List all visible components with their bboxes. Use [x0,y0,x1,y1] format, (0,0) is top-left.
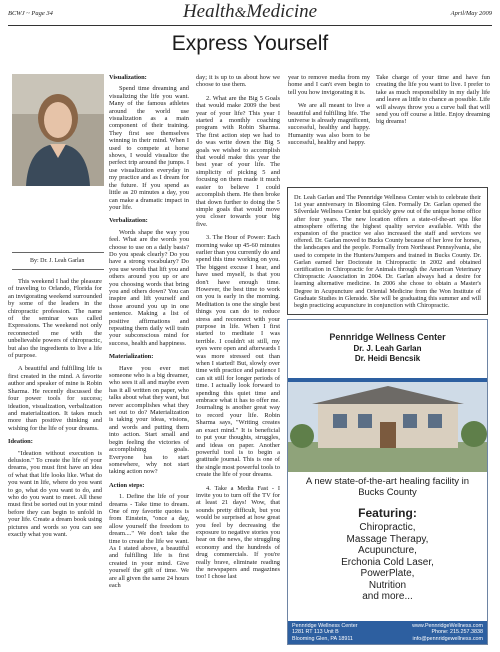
paragraph: This weekend I had the pleasure of traveling to Orlando, Florida for an invigorating weekend surrounded by some of the leaders in the chiropractic profession. The name of the seminar was called Expressions. The weekend not only reconnected me with the unbelievable powers of chiropractic, but also the ingredients to live a life of purpose. [8,278,102,360]
author-portrait-icon [12,74,104,186]
paragraph: year to remove media from my home and I can't even begin to tell you how invigorating it is. [288,74,370,96]
page-number: BCWJ ~ Page 34 [8,10,53,17]
author-byline: By: Dr. J. Leah Garlan [30,258,85,264]
ad-email: info@pennridgewellness.com [412,635,483,642]
ad-phone: Phone: 215.257.3838 [431,629,483,636]
ad-business-name: Pennridge Wellness Center [329,332,446,342]
paragraph: A beautiful and fulfilling life is first created in the mind. A favorite author and speaker of mine is Robin Sharma. He recently discussed the four power tools for success; ideation, visualization, verbalization and materialization. It takes much more than positive thinking and wishing for the life of your dreams. [8,365,102,432]
ad-contact-footer [288,621,487,645]
article-column-1 [8,278,102,544]
header-rule [8,25,492,26]
ad-address-line: 1281 RT 113 Unit B [292,629,339,636]
subheading-materialization: Materialization: [109,353,154,361]
ad-tagline: A new state-of-the-art healing facility in Bucks County [305,476,470,498]
article-column-2 [109,74,189,595]
paragraph: 1. Define the life of your dreams - Take time to dream. One of my favorite quotes is from Einstein, "once a day, allow yourself the freedom to dream...." We don't take the time to create the life we want. As I stated above, a beautiful and fulfilling life is first created in your mind. Give yourself the gift of time. We are all given the same 24 hours each [109,493,189,589]
subheading-verbalization: Verbalization: [109,217,148,225]
masthead-ampersand: & [234,5,247,21]
author-photo [12,74,104,186]
paragraph: "Ideation without execution is delusion." To create the life of your dreams, you must first have an idea of what that life looks like. What do you want in life, where do you want to go, what do you want to do, and who do you want to meet. All these must first be sorted out in your mind before they can begin to unfold in your life. Create a dream book using pictures and words so you can see exactly what you want. [8,449,102,538]
paragraph: Have you ever met someone who is a big dreamer, who sees it all and maybe even has it all written on paper, who talks about what they want, but never accomplishes what they set out to do? Materialization is taking your ideas, visions, and words and putting them into action. Start small and begin feeling the victories of accomplishing goals. Everyone has to start somewhere, why not start taking action now? [109,364,189,476]
section-masthead [0,1,500,23]
article-column-5 [376,74,490,132]
ad-address [292,623,358,642]
ad-service-item: and more... [362,591,413,602]
ad-featuring-label: Featuring: [358,506,417,520]
author-bio-box [287,187,488,315]
byline-rule-bottom [12,269,104,270]
article-column-3 [196,74,280,587]
ad-doctor-2: Dr. Heidi Bencsik [354,354,421,363]
subheading-visualization: Visualization: [109,74,147,81]
author-bio-text: Dr. Leah Garlan and The Pennridge Wellness Center wish to celebrate their 1st year anniversary in Blooming Glen. Formally Dr. Garlan opened the Silverdale Wellness Center but quickly grew out of the unique home office after four years. The new location offers a state-of-the-art spa like atmosphere offering the highest quality service available. With the expansion of the practice we also increased the staff and services we offered. Dr. Garlan moved to Bucks County because of her love for horses, the landscapes and the people. Formally from Northeast Pennsylvania, she used to compete in the Hunters/Jumpers and trained in Bucks County. Dr. Garlan earned her Doctorate in Chiropractic in 2002 and obtained certification in Chiropractic for Animals through the American Veterinary Chiropractic Association in 2004. Dr. Garlan always had a desire for learning alternative medicine. In 2006 she chose to obtain a Master's Degree in Acupuncture and Oriental Medicine from the Won Institute of Graduate Studies in Glenside. She will be graduating this summer and will begin practicing acupuncture in conjunction with Chiropractic. [294,194,481,310]
byline-rule-top [12,252,104,253]
masthead-health: Health [182,1,235,22]
ad-body [288,472,487,603]
paragraph: Words shape the way you feel. What are the words you choose to use on a daily basis? Do you speak clearly? Do you have a strong vocabulary? Do you use words that lift you and others around you up or are you choosing words that bring you and others down? You can inspire and lift yourself and those around you up in one sentence. Making a list of positive affirmations and repeating them daily will train your subconscious mind for success, health and happiness. [109,228,189,347]
paragraph: 4. Take a Media Fast - I invite you to turn off the TV for at least 21 days! Wow, that sounds pretty difficult, but you would be surprised at how great you feel by decreasing the exposure to negative stories you hear on the news, the struggling economy and the hundreds of drug commercials. If you're really brave, eliminate reading the newspapers and magazines too! I chose last [196,484,280,581]
pennridge-advertisement [287,319,488,645]
ad-service-item: PowerPlate, [360,568,415,579]
ad-service-item: Erchonia Cold Laser, [341,556,434,568]
subheading-action-steps: Action steps: [109,481,145,489]
ad-address-line: Blooming Glen, PA 18911 [292,635,353,642]
article-column-4 [288,74,370,153]
ad-website: www.PennridgeWellness.com [412,623,483,629]
ad-contact [412,623,483,642]
paragraph: 2. What are the Big 5 Goals that would make 2009 the best year of your life? This year I started a monthly coaching program with Robin Sharma. The first action step we had to do was write down the Big 5 goals we wished to accomplish that would make this year the best year of your life. The simplicity of picking 5 and focusing on them made it much easier to believe I could accomplish them. He then broke that down further to doing the 5 simple goals that would move you closer towards your big five. [196,94,280,228]
paragraph: day; it is up to us about how we choose to use them. [196,74,280,89]
paragraph: 3. The Hour of Power: Each morning wake up 45-60 minutes earlier than you currently do and spend this time working on you. The biggest excuse I hear, and have used myself, is that you don't have enough time. However, the best time to work on you is early in the morning. Meditation is one the single best things you can do to reduce stress and reconnect with your purpose in life. When I first started to meditate I was terrible. I couldn't sit still, my eyes were open and afterwards I was more stressed out than when I started! But, slowly over time with practice and patience I can sit still for longer periods of time. I actually look forward to spending this quiet time and embrace what it has to offer me. Journaling is another great way to record your life. Robin Sharma says, "Writing creates an exact mind." It is beneficial to put your thoughts, struggles, and ideas on paper. Another powerful tool is to begin a gratitude journal. This is one of the single most powerful tools to create the life of your dreams. [196,234,280,479]
ad-header [288,320,487,382]
ad-building-scene [288,382,487,472]
paragraph: We are all meant to live a beautiful and fulfilling life. The universe is already magnificent, successful, healthy and happy. Humanity was also born to be successful, healthy and happy. [288,102,370,147]
office-building-icon [288,382,487,472]
masthead-medicine: Medicine [246,1,318,22]
issue-date: April/May 2009 [450,10,492,17]
paragraph: Take charge of your time and have fun creating the life you want to live. I prefer to take as much responsibility in my daily life and leave as little to chance as possible. Life will always throw you a curve ball that will send you off course a little. Enjoy dreaming big dreams! [376,74,490,126]
ad-address-line: Pennridge Wellness Center [292,623,358,629]
subheading-ideation: Ideation: [8,438,33,446]
paragraph: Spend time dreaming and visualizing the life you want. Many of the famous athletes around the world use visualization as a main component of their training. They first see themselves winning in their mind. When I used to compete at horse shows, I would visualize the perfect trip around the jumps. I use visualization everyday in my practice and as I dream for the future. If you spend as little as 20 minutes a day, you can make a dramatic impact in your life. [109,85,189,211]
ad-service-item: Acupuncture, [358,545,417,556]
article-title: Express Yourself [171,32,329,55]
ad-service-item: Massage Therapy, [346,533,429,545]
ad-service-item: Nutrition [368,579,407,591]
ad-services-list [288,522,487,603]
ad-service-item: Chiropractic, [359,522,416,533]
ad-doctor-1: Dr. J. Leah Garlan [353,344,422,353]
